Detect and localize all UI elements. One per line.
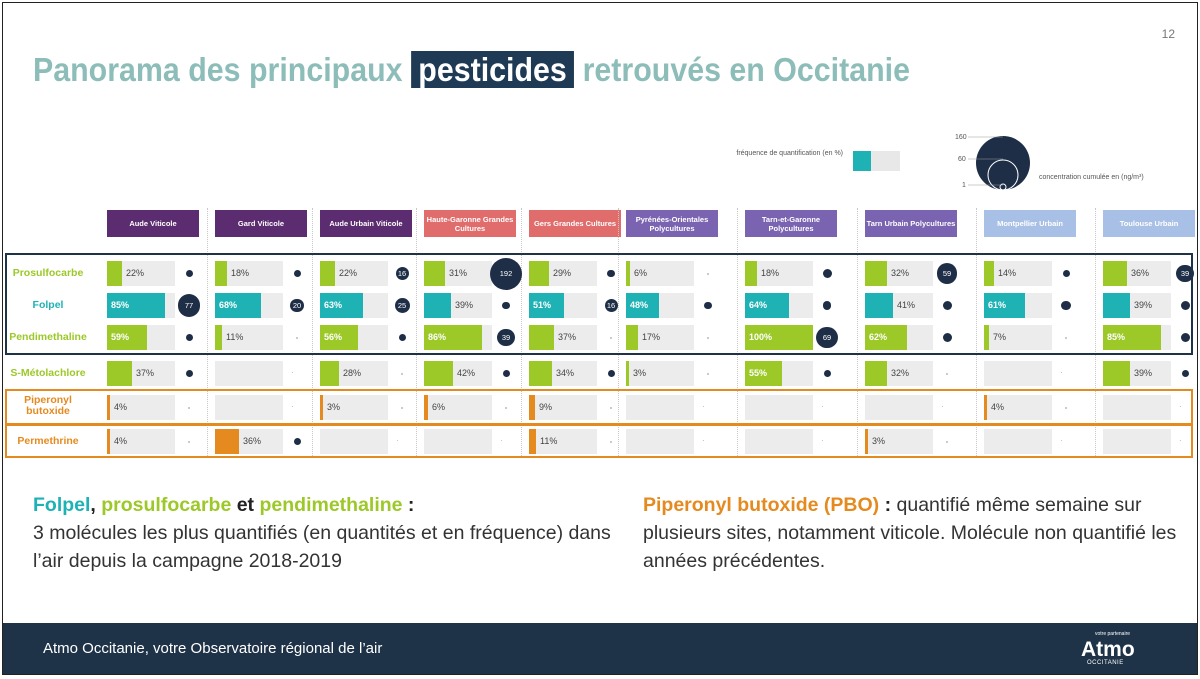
logo-tagline: votre partenaire [1095, 631, 1131, 637]
legend-frequency-bar [853, 151, 900, 171]
summary-pendimethaline: pendimethaline [259, 494, 403, 516]
frequency-label: 34% [556, 368, 575, 378]
frequency-label: 6% [634, 268, 648, 278]
slide [2, 2, 1198, 675]
concentration-circle [707, 273, 709, 275]
frequency-label: 3% [872, 436, 886, 446]
frequency-bar [320, 261, 335, 286]
legend-concentration-circles [933, 133, 1043, 203]
column-divider [618, 208, 619, 456]
empty-marker: · [821, 402, 824, 411]
footer-bar [3, 623, 1197, 674]
frequency-bar [424, 261, 445, 286]
frequency-bar [984, 261, 994, 286]
frequency-bar [865, 361, 887, 386]
concentration-circle [1065, 337, 1067, 339]
summary-sep: , [90, 494, 102, 516]
cell-background [424, 429, 492, 454]
concentration-circle [1182, 370, 1189, 377]
concentration-circle [294, 438, 301, 445]
frequency-bar [107, 261, 122, 286]
cell-background [984, 429, 1052, 454]
concentration-circle [188, 407, 190, 409]
concentration-circle: 39 [1176, 265, 1193, 282]
frequency-label: 9% [539, 402, 553, 412]
legend-circle-large [976, 136, 1030, 190]
summary-right-text: quantifié même semaine sur plusieurs sites, notamment viticole. Molécule non quantifié les années précédentes. [643, 494, 1177, 572]
frequency-label: 100% [749, 332, 773, 342]
frequency-label: 3% [633, 368, 647, 378]
column-divider [1095, 208, 1096, 456]
frequency-label: 37% [558, 332, 577, 342]
frequency-label: 4% [114, 436, 128, 446]
column-divider [737, 208, 738, 456]
frequency-label: 3% [327, 402, 341, 412]
concentration-circle: 69 [816, 327, 838, 349]
cell-background [984, 261, 1052, 286]
column-header-pyrenees-orientales: Pyrénées-Orientales Polycultures [626, 210, 718, 237]
frequency-bar [529, 429, 536, 454]
concentration-circle: 25 [395, 298, 410, 313]
logo-name: Atmo [1081, 638, 1135, 661]
concentration-circle [607, 270, 615, 278]
concentration-circle [294, 270, 301, 277]
frequency-label: 48% [630, 300, 649, 310]
frequency-bar [107, 361, 132, 386]
concentration-circle [1181, 301, 1190, 310]
frequency-label: 6% [432, 402, 446, 412]
frequency-label: 32% [891, 368, 910, 378]
empty-marker: · [1179, 402, 1182, 411]
concentration-circle: 20 [290, 299, 304, 313]
summary-pbo: Piperonyl butoxide (PBO) [643, 494, 880, 516]
frequency-label: 4% [114, 402, 128, 412]
concentration-circle [946, 441, 948, 443]
frequency-label: 17% [642, 332, 661, 342]
column-header-tarn-urbain: Tarn Urbain Polycultures [865, 210, 957, 237]
empty-marker: · [821, 436, 824, 445]
concentration-circle: 16 [396, 267, 409, 280]
frequency-label: 64% [749, 300, 768, 310]
cell-background [215, 395, 283, 420]
cell-background [984, 361, 1052, 386]
empty-marker: · [291, 368, 294, 377]
frequency-label: 56% [324, 332, 343, 342]
frequency-label: 55% [749, 368, 768, 378]
frequency-bar [424, 395, 428, 420]
concentration-circle [503, 370, 510, 377]
frequency-label: 59% [111, 332, 130, 342]
frequency-label: 68% [219, 300, 238, 310]
frequency-label: 85% [1107, 332, 1126, 342]
atmo-logo [1077, 629, 1157, 669]
cell-background [865, 395, 933, 420]
concentration-circle [946, 373, 948, 375]
column-divider [976, 208, 977, 456]
frequency-bar [626, 325, 638, 350]
empty-marker: · [702, 402, 705, 411]
frequency-label: 31% [449, 268, 468, 278]
legend-frequency-label: fréquence de quantification (en %) [736, 150, 843, 157]
frequency-label: 11% [540, 436, 558, 446]
concentration-circle [824, 370, 831, 377]
empty-marker: · [1060, 368, 1063, 377]
title-part-2: retrouvés en Occitanie [574, 51, 910, 88]
concentration-circle [186, 270, 193, 277]
frequency-bar [529, 361, 552, 386]
frequency-label: 37% [136, 368, 155, 378]
legend-value-1: 1 [962, 182, 966, 189]
concentration-circle [707, 373, 709, 375]
column-header-aude-viticole: Aude Viticole [107, 210, 199, 237]
frequency-bar [1103, 293, 1130, 318]
column-header-tarn-et-garonne: Tarn-et-Garonne Polycultures [745, 210, 837, 237]
empty-marker: · [500, 436, 503, 445]
frequency-bar [529, 325, 554, 350]
frequency-bar [215, 325, 222, 350]
frequency-bar [320, 395, 323, 420]
concentration-circle [502, 302, 510, 310]
legend-frequency-fill [853, 151, 871, 171]
cell-background [626, 429, 694, 454]
column-header-gers: Gers Grandes Cultures [529, 210, 621, 237]
frequency-bar [626, 361, 629, 386]
empty-marker: · [396, 436, 399, 445]
concentration-circle [610, 337, 612, 339]
frequency-bar [984, 325, 989, 350]
concentration-circle [610, 407, 612, 409]
frequency-bar [865, 261, 887, 286]
title-highlight: pesticides [411, 51, 574, 88]
concentration-circle: 59 [937, 263, 957, 283]
frequency-label: 39% [1134, 300, 1153, 310]
concentration-circle [401, 373, 403, 375]
concentration-circle: 192 [490, 258, 522, 290]
frequency-bar [984, 395, 987, 420]
page-title [33, 51, 910, 89]
column-header-toulouse-urbain: Toulouse Urbain [1103, 210, 1195, 237]
column-divider [857, 208, 858, 456]
legend-value-160: 160 [955, 134, 967, 141]
summary-prosulfocarbe: prosulfocarbe [101, 494, 232, 516]
frequency-label: 36% [243, 436, 262, 446]
frequency-label: 63% [324, 300, 343, 310]
concentration-circle [608, 370, 615, 377]
row-label-prosulfocarbe: Prosulfocarbe [12, 267, 84, 279]
frequency-bar [626, 261, 630, 286]
frequency-label: 11% [226, 332, 244, 342]
frequency-label: 4% [991, 402, 1005, 412]
frequency-label: 41% [897, 300, 916, 310]
concentration-circle [1181, 333, 1190, 342]
frequency-label: 29% [553, 268, 572, 278]
cell-background [1103, 395, 1171, 420]
column-divider [416, 208, 417, 456]
frequency-label: 61% [988, 300, 1007, 310]
concentration-circle [704, 302, 712, 310]
frequency-bar [320, 361, 339, 386]
frequency-label: 39% [1134, 368, 1153, 378]
empty-marker: · [941, 402, 944, 411]
frequency-label: 42% [457, 368, 476, 378]
frequency-label: 85% [111, 300, 130, 310]
frequency-label: 39% [455, 300, 474, 310]
summary-left [33, 491, 613, 575]
column-divider [207, 208, 208, 456]
concentration-circle [188, 441, 190, 443]
frequency-bar [424, 361, 453, 386]
cell-background [745, 395, 813, 420]
concentration-circle [186, 334, 193, 341]
cell-background [1103, 429, 1171, 454]
frequency-label: 7% [993, 332, 1007, 342]
legend-concentration-label: concentration cumulée en (ng/m³) [1039, 174, 1144, 181]
row-label-permethrine: Permethrine [17, 435, 79, 447]
page-number: 12 [1161, 27, 1175, 41]
frequency-label: 14% [998, 268, 1017, 278]
cell-background [626, 395, 694, 420]
frequency-bar [107, 395, 110, 420]
concentration-circle [296, 337, 298, 339]
cell-background [215, 361, 283, 386]
concentration-circle [1061, 301, 1070, 310]
empty-marker: · [1060, 436, 1063, 445]
concentration-circle [707, 337, 709, 339]
frequency-bar [529, 261, 549, 286]
summary-colon: : [402, 494, 415, 516]
empty-marker: · [1179, 436, 1182, 445]
frequency-bar [215, 261, 227, 286]
column-header-montpellier-urbain: Montpellier Urbain [984, 210, 1076, 237]
frequency-label: 18% [761, 268, 780, 278]
column-header-aude-urbain-viticole: Aude Urbain Viticole [320, 210, 412, 237]
concentration-circle [823, 301, 831, 309]
empty-marker: · [291, 402, 294, 411]
frequency-label: 22% [339, 268, 358, 278]
empty-marker: · [702, 436, 705, 445]
concentration-circle [401, 407, 403, 409]
footer-text: Atmo Occitanie, votre Observatoire régional de l’air [43, 640, 383, 657]
title-part-1: Panorama des principaux [33, 51, 411, 88]
summary-et: et [231, 494, 260, 516]
logo-subtitle: OCCITANIE [1087, 660, 1124, 666]
concentration-circle [186, 370, 193, 377]
cell-background [320, 429, 388, 454]
frequency-label: 51% [533, 300, 552, 310]
summary-right-colon: : [879, 494, 892, 516]
row-label-s-metolachlore: S-Métolachlore [10, 367, 86, 379]
frequency-label: 36% [1131, 268, 1150, 278]
concentration-circle: 16 [605, 299, 618, 312]
column-divider [521, 208, 522, 456]
cell-background [745, 429, 813, 454]
frequency-bar [215, 429, 239, 454]
frequency-label: 86% [428, 332, 447, 342]
column-header-haute-garonne: Haute-Garonne Grandes Cultures [424, 210, 516, 237]
summary-folpel: Folpel [33, 494, 91, 516]
frequency-bar [865, 293, 893, 318]
concentration-circle [943, 301, 952, 310]
concentration-circle [610, 441, 612, 443]
frequency-bar [1103, 261, 1127, 286]
concentration-circle [943, 333, 952, 342]
row-label-folpel: Folpel [32, 299, 64, 311]
concentration-circle [399, 334, 406, 341]
frequency-label: 18% [231, 268, 250, 278]
concentration-circle [505, 407, 507, 409]
column-header-gard-viticole: Gard Viticole [215, 210, 307, 237]
legend-value-60: 60 [958, 156, 966, 163]
concentration-circle [823, 269, 832, 278]
concentration-circle: 39 [497, 329, 514, 346]
concentration-circle: 77 [178, 294, 201, 317]
frequency-label: 62% [869, 332, 888, 342]
frequency-bar [1103, 361, 1130, 386]
row-label-pendimethaline: Pendimethaline [9, 331, 87, 343]
row-label-piperonyl-butoxide: Piperonyl butoxide [24, 394, 72, 417]
concentration-circle [1065, 407, 1067, 409]
frequency-bar [745, 261, 757, 286]
frequency-label: 28% [343, 368, 362, 378]
frequency-bar [529, 395, 535, 420]
column-divider [312, 208, 313, 456]
frequency-label: 22% [126, 268, 145, 278]
summary-right [643, 491, 1183, 575]
frequency-label: 32% [891, 268, 910, 278]
frequency-bar [865, 429, 868, 454]
summary-left-text: 3 molécules les plus quantifiés (en quantités et en fréquence) dans l’air depuis la campagne 2018-2019 [33, 522, 611, 572]
concentration-circle [1063, 270, 1070, 277]
frequency-bar [107, 429, 110, 454]
frequency-bar [424, 293, 451, 318]
